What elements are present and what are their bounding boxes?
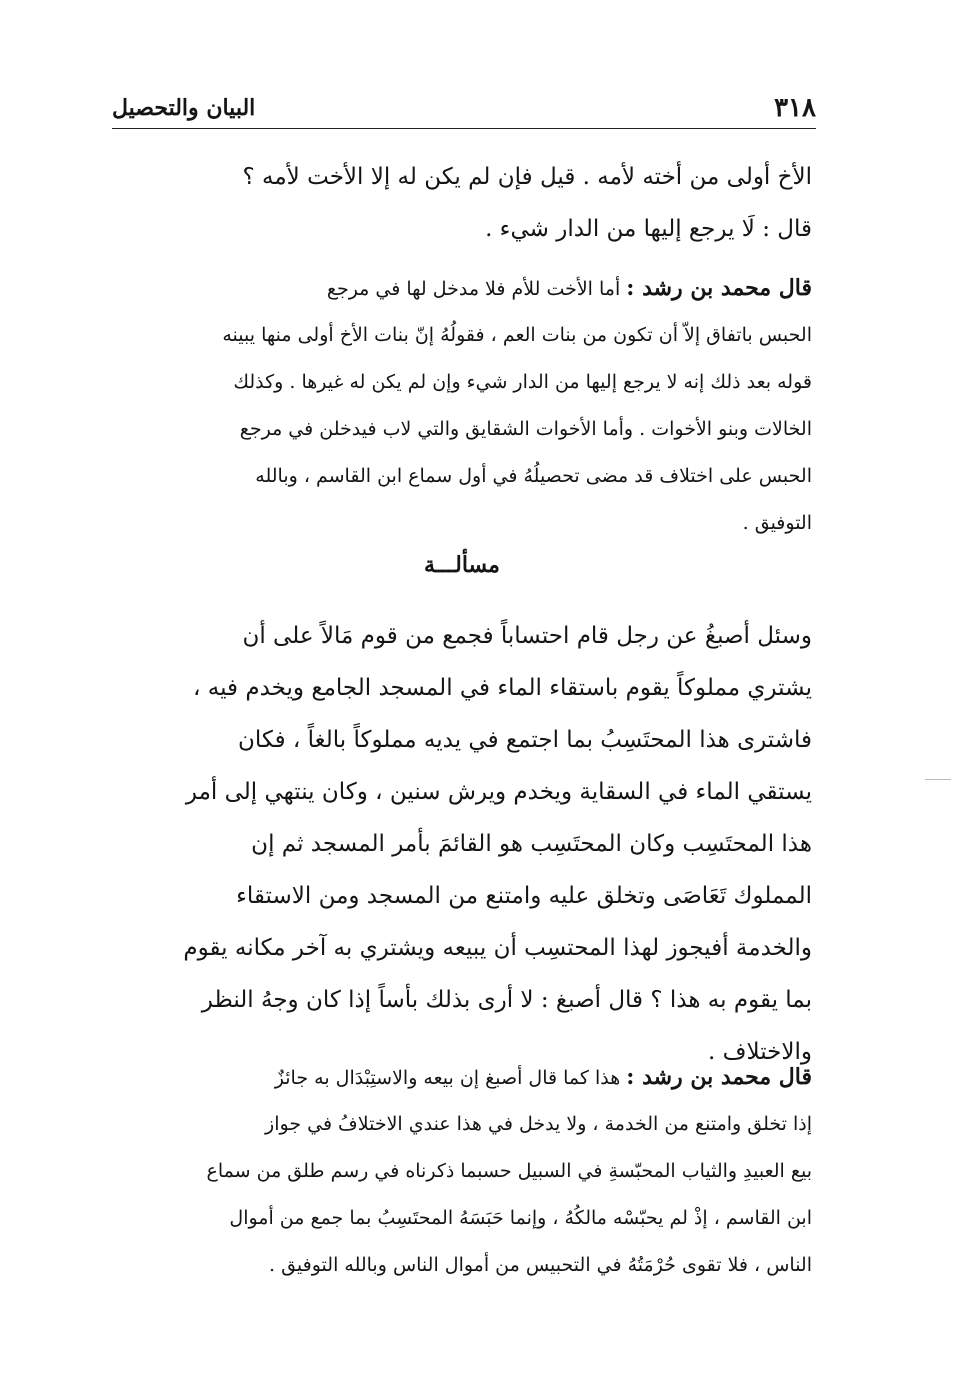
- question-paragraph-1: [112, 151, 812, 255]
- text-line: يشتري مملوكاً يقوم باستقاء الماء في المسجد الجامع ويخدم فيه ،: [193, 675, 812, 701]
- text-line: الخالات وبنو الأخوات . وأما الأخوات الشقايق والتي لاب فيدخلن في مرجع: [239, 418, 812, 440]
- text-line: الحبس على اختلاف قد مضى تحصيلُهُ في أول سماع ابن القاسم ، وبالله: [255, 465, 812, 487]
- text-span: أما الأخت للأم فلا مدخل لها في مرجع: [326, 278, 621, 300]
- speaker-label: قال محمد بن رشد :: [626, 275, 812, 301]
- text-line: [112, 1054, 812, 1101]
- speaker-label: قال محمد بن رشد :: [626, 1064, 812, 1090]
- text-line: والخدمة أفيجوز لهذا المحتسِب أن يبيعه ويشتري به آخر مكانه يقوم: [183, 935, 812, 961]
- page-header: [112, 88, 816, 129]
- text-line: قوله بعد ذلك إنه لا يرجع إليها من الدار شيء وإن لم يكن له غيرها . وكذلك: [233, 371, 812, 393]
- text-line: بيع العبيدِ والثياب المحبّسةِ في السبيل حسبما ذكرناه في رسم طلق من سماع: [206, 1160, 812, 1182]
- text-line: يستقي الماء في السقاية ويخدم ويرش سنين ، وكان ينتهي إلى أمر: [185, 779, 812, 805]
- section-heading: مسألـــة: [424, 552, 500, 578]
- page-number: ٣١٨: [774, 93, 816, 123]
- text-line: [112, 265, 812, 312]
- text-line: والاختلاف .: [708, 1039, 812, 1065]
- text-line: المملوك تَعَاصَى وتخلق عليه وامتنع من المسجد ومن الاستقاء: [236, 883, 812, 909]
- margin-mark: [925, 779, 951, 780]
- text-line: هذا المحتَسِب وكان المحتَسِب هو القائمَ بأمر المسجد ثم إن: [251, 831, 812, 857]
- running-title: البيان والتحصيل: [112, 95, 256, 121]
- text-line: بما يقوم به هذا ؟ قال أصبغ : لا أرى بذلك بأساً إذا كان وجهُ النظر: [201, 987, 812, 1013]
- text-span: هذا كما قال أصبغ إن بيعه والاستِبْدَال به جائزٌ: [274, 1067, 621, 1089]
- text-line: ابن القاسم ، إذْ لم يحبّسْه مالكُهُ ، وإنما حَبَسَهُ المحتَسِبُ بما جمع من أموال: [229, 1207, 812, 1229]
- text-line: الناس ، فلا تقوى حُرْمَتُهُ في التحبيس من أموال الناس وبالله التوفيق .: [268, 1254, 812, 1276]
- text-line: الحبس باتفاق إلاّ أن تكون من بنات العم ، فقولُهُ إنّ بنات الأخ أولى منها يبينه: [222, 324, 812, 346]
- text-line: وسئل أصبغُ عن رجل قام احتساباً فجمع من قوم مَالاً على أن: [242, 623, 812, 649]
- text-line: إذا تخلق وامتنع من الخدمة ، ولا يدخل في هذا عندي الاختلافُ في جواز: [265, 1113, 812, 1135]
- text-line: فاشترى هذا المحتَسِبُ بما اجتمع في يديه مملوكاً بالغاً ، فكان: [238, 727, 812, 753]
- commentary-paragraph-1: [112, 265, 812, 547]
- commentary-paragraph-2: [112, 1054, 812, 1289]
- question-paragraph-2: [112, 610, 812, 1078]
- text-line: الأخ أولى من أخته لأمه . قيل فإن لم يكن له إلا الأخت لأمه ؟: [242, 164, 812, 190]
- text-line: التوفيق .: [742, 512, 812, 534]
- text-line: قال : لَا يرجع إليها من الدار شيء .: [485, 216, 812, 242]
